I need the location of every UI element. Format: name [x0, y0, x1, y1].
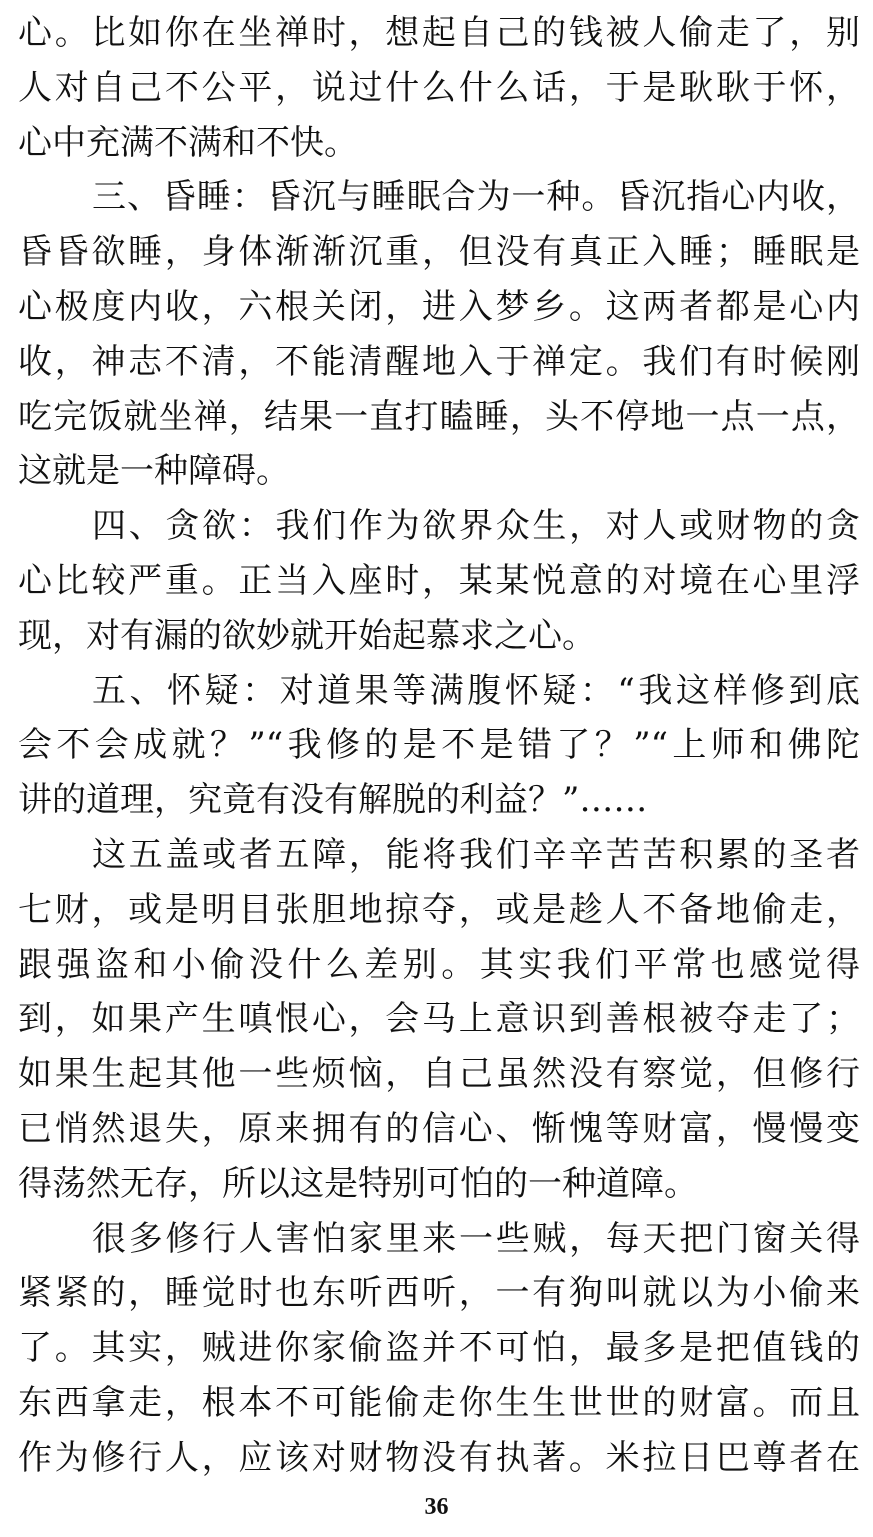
text-line: 讲的道理，究竟有没有解脱的利益？”…… [18, 780, 648, 821]
text-line: 昏昏欲睡，身体渐渐沉重，但没有真正入睡；睡眠是 [18, 232, 860, 273]
text-line: 三、昏睡：昏沉与睡眠合为一种。昏沉指心内收， [92, 177, 860, 218]
text-line: 心极度内收，六根关闭，进入梦乡。这两者都是心内 [18, 286, 860, 327]
text-line: 人对自己不公平，说过什么什么话，于是耿耿于怀， [18, 67, 860, 108]
text-line: 作为修行人，应该对财物没有执著。米拉日巴尊者在 [18, 1437, 860, 1478]
text-line: 到，如果产生嗔恨心，会马上意识到善根被夺走了； [18, 999, 860, 1040]
text-line: 跟强盗和小偷没什么差别。其实我们平常也感觉得 [18, 944, 860, 985]
page-number: 36 [424, 1494, 449, 1520]
text-line: 会不会成就？”“我修的是不是错了？”“上师和佛陀 [18, 725, 860, 766]
text-line: 心比较严重。正当入座时，某某悦意的对境在心里浮 [18, 560, 860, 601]
body-text [18, 6, 860, 1486]
text-line: 吃完饭就坐禅，结果一直打瞌睡，头不停地一点一点， [18, 396, 860, 437]
text-line: 这就是一种障碍。 [18, 451, 290, 492]
text-line: 了。其实，贼进你家偷盗并不可怕，最多是把值钱的 [18, 1328, 860, 1369]
text-line: 得荡然无存，所以这是特别可怕的一种道障。 [18, 1163, 698, 1204]
text-line: 五、怀疑：对道果等满腹怀疑：“我这样修到底 [92, 670, 860, 711]
text-line: 东西拿走，根本不可能偷走你生生世世的财富。而且 [18, 1382, 860, 1423]
text-line: 已悄然退失，原来拥有的信心、惭愧等财富，慢慢变 [18, 1108, 860, 1149]
text-line: 七财，或是明目张胆地掠夺，或是趁人不备地偷走， [18, 889, 860, 930]
text-line: 四、贪欲：我们作为欲界众生，对人或财物的贪 [92, 506, 860, 547]
text-line: 收，神志不清，不能清醒地入于禅定。我们有时候刚 [18, 341, 860, 382]
text-line: 现，对有漏的欲妙就开始起慕求之心。 [18, 615, 596, 656]
text-line: 如果生起其他一些烦恼，自己虽然没有察觉，但修行 [18, 1054, 860, 1095]
text-line: 心。比如你在坐禅时，想起自己的钱被人偷走了，别 [18, 13, 860, 53]
text-line: 很多修行人害怕家里来一些贼，每天把门窗关得 [92, 1218, 860, 1259]
text-line: 心中充满不满和不快。 [18, 122, 358, 163]
text-line: 这五盖或者五障，能将我们辛辛苦苦积累的圣者 [92, 834, 860, 875]
text-line: 紧紧的，睡觉时也东听西听，一有狗叫就以为小偷来 [18, 1273, 860, 1314]
